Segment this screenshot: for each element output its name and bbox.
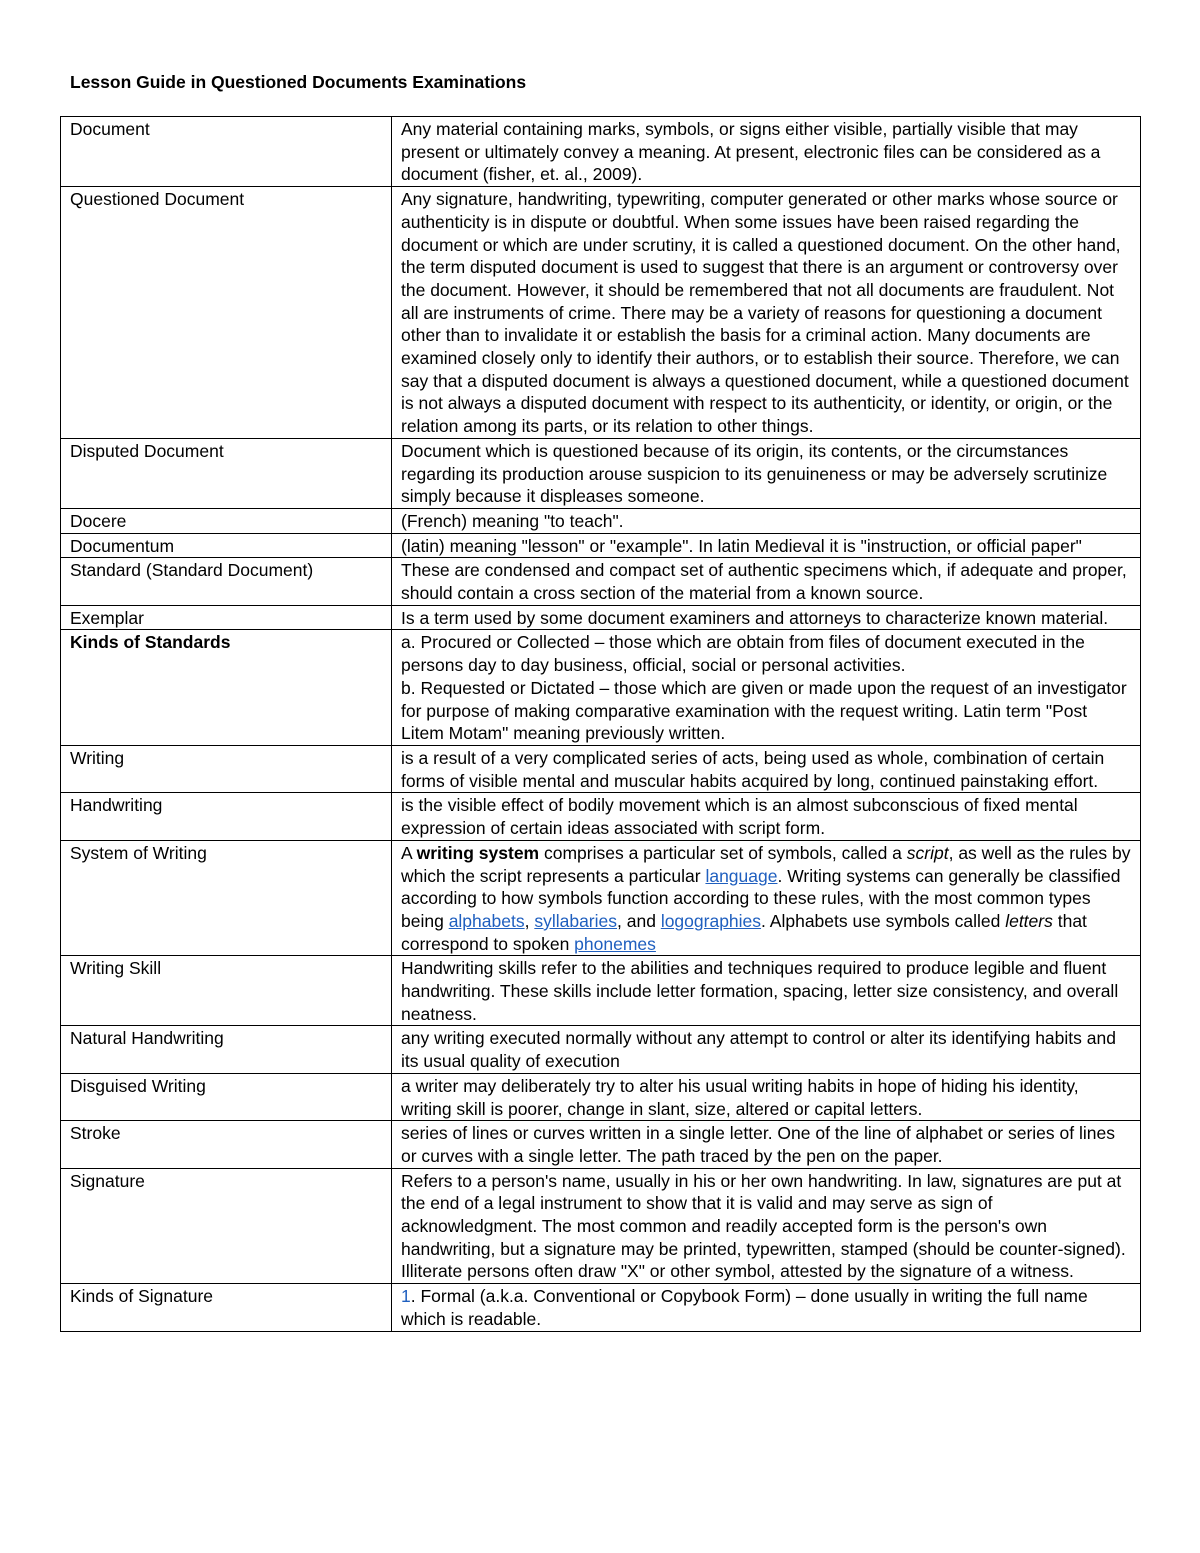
link-alphabets[interactable]: alphabets bbox=[448, 910, 525, 931]
table-row bbox=[61, 533, 1141, 558]
definition-cell bbox=[392, 840, 1141, 956]
term-cell: Disputed Document bbox=[61, 438, 392, 508]
definition-cell: any writing executed normally without any attempt to control or alter its identifying habits and its usual quality of execution bbox=[392, 1026, 1141, 1073]
definition-cell: is the visible effect of bodily movement which is an almost subconscious of fixed mental expression of certain ideas associated with script form. bbox=[392, 793, 1141, 840]
term-cell: Questioned Document bbox=[61, 187, 392, 439]
definition-cell: (French) meaning "to teach". bbox=[392, 508, 1141, 533]
list-number: 1 bbox=[401, 1286, 411, 1307]
text-span: . Writing systems can generally be classified according to how symbols function according to these rules, with the most common types being bbox=[401, 865, 1121, 931]
text-span: comprises a particular set of symbols, called a bbox=[539, 842, 907, 863]
definition-cell: Refers to a person's name, usually in his or her own handwriting. In law, signatures are put at the end of a legal instrument to show that it is valid and may serve as sign of acknowledgment. The most common and readily accepted form is the person's own handwriting, but a signature may be printed, typewritten, stamped (should be counter-signed). Illiterate persons often draw "X" or other symbol, attested by the signature of a witness. bbox=[392, 1168, 1141, 1284]
term-cell: Signature bbox=[61, 1168, 392, 1284]
term-cell: Standard (Standard Document) bbox=[61, 558, 392, 605]
definition-cell bbox=[392, 630, 1141, 746]
definition-cell: Any material containing marks, symbols, or signs either visible, partially visible that may present or ultimately convey a meaning. At present, electronic files can be considered as a document (fisher, et. al., 2009). bbox=[392, 117, 1141, 187]
term-cell: Document bbox=[61, 117, 392, 187]
definition-cell: (latin) meaning "lesson" or "example". In latin Medieval it is "instruction, or official paper" bbox=[392, 533, 1141, 558]
table-row bbox=[61, 1284, 1141, 1331]
term-cell: Stroke bbox=[61, 1121, 392, 1168]
table-row bbox=[61, 605, 1141, 630]
term-cell: Natural Handwriting bbox=[61, 1026, 392, 1073]
table-row bbox=[61, 1026, 1141, 1073]
definition-cell: Document which is questioned because of its origin, its contents, or the circumstances regarding its production arouse suspicion to its genuineness or may be adversely scrutinize simply because it displeases someone. bbox=[392, 438, 1141, 508]
term-cell: Writing bbox=[61, 745, 392, 792]
text-span: that correspond to spoken bbox=[401, 910, 1087, 954]
table-row bbox=[61, 956, 1141, 1026]
table-row bbox=[61, 1073, 1141, 1120]
table-row bbox=[61, 1121, 1141, 1168]
term-cell: Kinds of Standards bbox=[61, 630, 392, 746]
link-phonemes[interactable]: phonemes bbox=[574, 933, 656, 954]
definition-cell: is a result of a very complicated series of acts, being used as whole, combination of certain forms of visible mental and muscular habits acquired by long, continued painstaking effort. bbox=[392, 745, 1141, 792]
term-cell: Kinds of Signature bbox=[61, 1284, 392, 1331]
page-title: Lesson Guide in Questioned Documents Examinations bbox=[70, 72, 527, 92]
italic-term: script bbox=[906, 842, 949, 863]
text-span: , bbox=[524, 910, 535, 931]
term-cell: Disguised Writing bbox=[61, 1073, 392, 1120]
link-syllabaries[interactable]: syllabaries bbox=[534, 910, 618, 931]
table-row bbox=[61, 840, 1141, 956]
glossary-table bbox=[60, 116, 1141, 1332]
definition-cell: Is a term used by some document examiners and attorneys to characterize known material. bbox=[392, 605, 1141, 630]
text-span: . Formal (a.k.a. Conventional or Copybook Form) – done usually in writing the full name which is readable. bbox=[401, 1286, 1088, 1329]
table-row bbox=[61, 117, 1141, 187]
standard-kind-b: b. Requested or Dictated – those which are given or made upon the request of an investigator for purpose of making comparative examination with the request writing. Latin term "Post Litem Motam" meaning previously written. bbox=[401, 677, 1127, 744]
term-cell: Writing Skill bbox=[61, 956, 392, 1026]
definition-cell: Any signature, handwriting, typewriting, computer generated or other marks whose source or authenticity is in dispute or doubtful. When some issues have been raised regarding the document or which are under scrutiny, it is called a questioned document. On the other hand, the term disputed document is used to suggest that there is an argument or controversy over the document. However, it should be remembered that not all documents are fraudulent. Not all are instruments of crime. There may be a variety of reasons for questioning a document other than to invalidate it or establish the basis for a criminal action. Many documents are examined closely only to identify their authors, or to establish their source. Therefore, we can say that a disputed document is always a questioned document, while a questioned document is not always a disputed document with respect to its authenticity, or identity, or origin, or the relation among its parts, or its relation to other things. bbox=[392, 187, 1141, 439]
text-span: A bbox=[401, 842, 417, 863]
term-cell: Handwriting bbox=[61, 793, 392, 840]
table-row bbox=[61, 793, 1141, 840]
table-row bbox=[61, 187, 1141, 439]
term-cell: System of Writing bbox=[61, 840, 392, 956]
definition-cell bbox=[392, 1284, 1141, 1331]
standard-kind-a: a. Procured or Collected – those which are obtain from files of document executed in the persons day to day business, official, social or personal activities. bbox=[401, 632, 1085, 676]
table-row bbox=[61, 508, 1141, 533]
table-row bbox=[61, 630, 1141, 746]
text-span: , as well as the rules by which the script represents a particular bbox=[401, 842, 1131, 886]
link-language[interactable]: language bbox=[705, 865, 778, 886]
table-row bbox=[61, 558, 1141, 605]
text-span: . Alphabets use symbols called bbox=[761, 910, 1006, 931]
definition-cell: Handwriting skills refer to the abilities and techniques required to produce legible and fluent handwriting. These skills include letter formation, spacing, letter size consistency, and overall neatness. bbox=[392, 956, 1141, 1026]
term-cell: Docere bbox=[61, 508, 392, 533]
term-cell: Documentum bbox=[61, 533, 392, 558]
definition-cell: series of lines or curves written in a single letter. One of the line of alphabet or series of lines or curves with a single letter. The path traced by the pen on the paper. bbox=[392, 1121, 1141, 1168]
bold-term: writing system bbox=[416, 842, 540, 863]
definition-cell: These are condensed and compact set of authentic specimens which, if adequate and proper, should contain a cross section of the material from a known source. bbox=[392, 558, 1141, 605]
text-span: , and bbox=[617, 910, 661, 931]
table-row bbox=[61, 1168, 1141, 1284]
definition-cell: a writer may deliberately try to alter his usual writing habits in hope of hiding his identity, writing skill is poorer, change in slant, size, altered or capital letters. bbox=[392, 1073, 1141, 1120]
table-row bbox=[61, 438, 1141, 508]
italic-term: letters bbox=[1005, 910, 1053, 931]
term-cell: Exemplar bbox=[61, 605, 392, 630]
link-logographies[interactable]: logographies bbox=[660, 910, 762, 931]
table-row bbox=[61, 745, 1141, 792]
